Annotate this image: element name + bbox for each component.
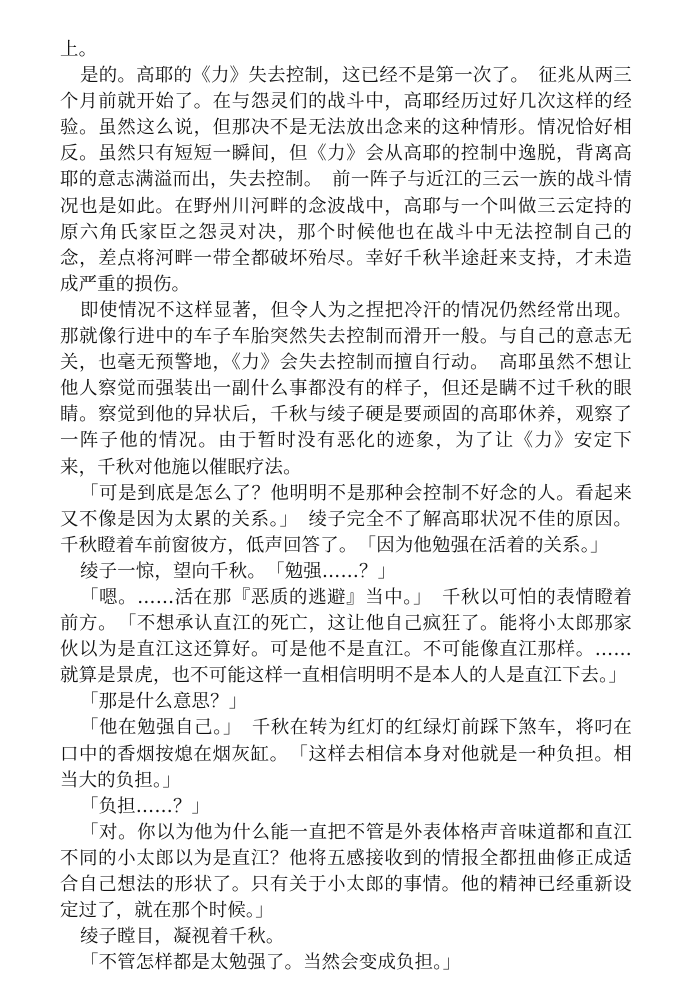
paragraph: 绫子一惊，望向千秋。 「勉强……？」 [80, 560, 397, 582]
paragraph: 上。 [60, 39, 98, 60]
document-page [60, 37, 632, 976]
paragraph: 即使情况不这样显著，但令人为之捏把冷汗的情况仍然经常出现。那就像行进中的车子车胎突然失去控制而滑开一般。与自己的意志无关，也毫无预警地，《力》会失去控制而擅自行动。 高耶虽然不想让他人察觉而强装出一副什么事都没有的样子，但还是瞒不过千秋的眼睛。察觉到他的异状后，千秋与绫子硬是要顽固的高耶休养，观察了一阵子他的情况。由于暂时没有恶化的迹象，为了让《力》安定下来，千秋对他施以催眠疗法。 [60, 299, 632, 478]
paragraph: 是的。高耶的《力》失去控制，这已经不是第一次了。 征兆从两三个月前就开始了。在与怨灵们的战斗中，高耶经历过好几次这样的经验。虽然这么说，但那决不是无法放出念来的这种情形。情况恰好相反。虽然只有短短一瞬间，但《力》会从高耶的控制中逸脱，背离高耶的意志满溢而出，失去控制。 前一阵子与近江的三云一族的战斗情况也是如此。在野州川河畔的念波战中，高耶与一个叫做三云定持的原六角氏家臣之怨灵对决，那个时候他也在战斗中无法控制自己的念，差点将河畔一带全都破坏殆尽。幸好千秋半途赶来支持，才未造成严重的损伤。 [60, 65, 632, 295]
paragraph: 绫子瞠目，凝视着千秋。 [80, 926, 285, 948]
paragraph: 「嗯。……活在那『恶质的逃避』当中。」 千秋以可怕的表情瞪着前方。 「不想承认直江的死亡，这让他自己疯狂了。能将小太郎那家伙以为是直江这还算好。可是他不是直江。不可能像直江那样。……就算是景虎，也不可能这样一直相信明明不是本人的人是直江下去。」 [60, 586, 632, 687]
paragraph: 「他在勉强自己。」 千秋在转为红灯的红绿灯前踩下煞车，将叼在口中的香烟按熄在烟灰缸。 「这样去相信本身对他就是一种负担。相当大的负担。」 [60, 717, 632, 791]
paragraph: 「对。你以为他为什么能一直把不管是外表体格声音味道都和直江不同的小太郎以为是直江？他将五感接收到的情报全都扭曲修正成适合自己想法的形状了。只有关于小太郎的事情。他的精神已经重新设定过了，就在那个时候。」 [60, 821, 632, 922]
paragraph: 「那是什么意思？」 [80, 691, 248, 713]
paragraph: 「负担……？」 [80, 795, 211, 817]
paragraph: 「不管怎样都是太勉强了。当然会变成负担。」 [80, 952, 462, 974]
paragraph: 「可是到底是怎么了？他明明不是那种会控制不好念的人。看起来又不像是因为太累的关系。」 绫子完全不了解高耶状况不佳的原因。千秋瞪着车前窗彼方，低声回答了。 「因为他勉强在活着的关系。」 [60, 482, 632, 556]
